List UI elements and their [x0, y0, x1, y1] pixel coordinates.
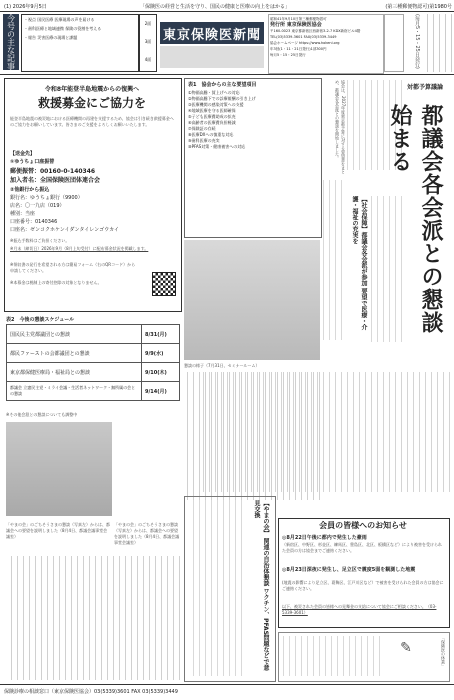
toc-page-2: 3面	[144, 39, 152, 44]
photo1-caption: 懇談の様子（7月31日、セミナールーム）	[184, 363, 260, 368]
schedule-table	[6, 324, 180, 401]
notice-item1-body: （新宿区、中野区、杉並区、練馬区、豊島区、北区、板橋区など）により被害を受けられた会員の方は協会までご連絡ください。	[282, 542, 442, 553]
sub-article-headline: 【やまの会】 関連の自治体懇談 ワクチン、PFAS問題などで意見交換	[253, 500, 269, 671]
footer-line: 保険診療の相談窓口（東京保険医協会）03(5339)3601 FAX 03(5339)3449	[4, 689, 178, 695]
photo2-caption-line: 「やまの会」のごちそうさまの懇談（写真左）からは、都議会への要望を説明しました（8月4日、都議会議事堂会議室）	[6, 522, 110, 539]
toc-page-1: 2面	[144, 21, 152, 26]
ad-caption: 「保険医の休業」	[441, 636, 446, 668]
toc-item-1[interactable]: ・視点 国民医療 医療現場の声を届ける	[24, 17, 95, 22]
article-lead: 協会は、2027年度東京都予算に対する要望書をまとめ、都議会各会派との懇談を開始しました。	[335, 80, 346, 175]
requests-title: 表1 協会からの主な要望項目	[188, 82, 257, 88]
schedule-row	[7, 325, 180, 344]
request-item: ③医療機関の感染対策への支援	[188, 102, 244, 107]
schedule-note: ※その他会派との懇談についても調整中	[6, 412, 78, 417]
masthead-pattern	[160, 46, 264, 68]
account-type: 種別：当座	[10, 211, 36, 217]
request-item: ⑥高齢者の医療費負担軽減	[188, 120, 236, 125]
schedule-date: 9/9(水)	[142, 344, 180, 363]
postal-label: ①ゆうちょ口座振替	[10, 159, 55, 165]
notice-item2-body: (地震の影響により足立区、葛飾区、江戸川区など）で被害を受けられた会員の方は協会にご連絡ください。	[282, 580, 444, 591]
schedule-row	[7, 363, 180, 382]
notice-item3: 以下、被災された会員の皆様への見舞金の支給について協会にご相談ください。（03-5339-3601）	[282, 604, 437, 615]
schedule-party: 都議会 立憲民主党・ミライ会議・生活者ネットワーク・無所属の会との懇談	[7, 382, 142, 401]
schedule-date: 9/10(木)	[142, 363, 180, 382]
publisher-info: 昭和41年9月10日第三種郵便物認可 発行所 東京保険医協会 〒160-0023 東京都新宿区西新宿3-2-7 KDX新宿ビル4階 TEL(03)5339-3601 FAX(03)5339-3449 協会ホームページ https://www.hokeni.org 年3回(1・11・21日発行)1部300円 毎月5・15・25日発行	[268, 14, 384, 74]
notice-item2-head: ◎8月23日深夜に発生し、足立区で震度5弱を観測した地震	[282, 567, 416, 573]
schedule-date: 8/31(月)	[142, 325, 180, 344]
relief-section-title: 令和8年能登半島地震からの復興へ	[44, 86, 140, 93]
qr-code[interactable]	[152, 272, 176, 296]
account-digits: 口座番号：0140346	[10, 219, 58, 225]
bank-name: 銀行名：ゆうちょ銀行（9900）	[10, 195, 83, 201]
relief-headline: 救援募金にご協力を	[37, 96, 146, 110]
tax-note: ※本募金は税制上の寄付控除の対象となりません。	[10, 280, 102, 285]
header-side-note: (毎月5・15・25日発行)	[414, 14, 420, 69]
issue-line: (1) 2026年9月5日	[4, 4, 47, 10]
meeting-photo-1	[184, 240, 320, 360]
right-body-text	[200, 372, 450, 492]
request-item: ⑤子ども医療費助成の拡充	[188, 114, 236, 119]
bank-label: ②他銀行から振込	[10, 187, 50, 193]
toc-item-2[interactable]: ・歯科医療と地域連携 保険の役割を考える	[24, 26, 102, 31]
masthead-title: 東京保険医新聞	[160, 22, 264, 44]
article-headline: 都議会各会派との懇談始まる	[387, 104, 443, 334]
account-number: 郵便振替：00160-0-140346	[10, 168, 96, 175]
registration-line: (第三種郵便物認可)第1980号	[385, 4, 452, 10]
toc-page-3: 4面	[144, 57, 152, 62]
schedule-title: 表2 今後の懇談スケジュール	[6, 317, 75, 323]
request-item: ④地域医療を守る医師確保	[188, 108, 236, 113]
form-note: ※領収書の発行を希望される方は簡易フォーム（右のQRコード）から申請してください。	[10, 262, 136, 273]
request-item: ⑨歯科医療の充実	[188, 138, 220, 143]
request-item: ⑦保険証の存続	[188, 126, 216, 131]
toc-title: 今号の主な記事	[3, 14, 19, 70]
schedule-party: 東京都保健医療局・福祉局との懇談	[7, 363, 142, 382]
notice-title: 会員の皆様へのお知らせ	[319, 521, 407, 530]
left-body-text	[6, 556, 180, 680]
schedule-party: 国民民主党都議団との懇談	[7, 325, 142, 344]
notice-item1-head: ◎8月22日午後に都内で発生した豪雨	[282, 535, 367, 541]
request-item: ⑩PFAS対策・健康被害への対応	[188, 144, 246, 149]
deadline-note: ※月末（締切日）2026年9月（8月上旬受付）に配布募金状況を掲載します。	[10, 246, 149, 251]
schedule-row	[7, 382, 180, 401]
schedule-date: 9/14(月)	[142, 382, 180, 401]
fee-note: ※振込手数料はご負担ください。	[10, 238, 70, 243]
article-subhead: 【社会保障】都議会各会派が参加 要望で医療・介護・福祉の充実を	[351, 196, 367, 331]
relief-body: 能登半島地震の被災地における医療機関の再建を支援するため、協会は引き続き救援募金へのご協力をお願いしています。皆さまのご支援をよろしくお願いいたします。	[10, 116, 174, 127]
schedule-party: 都民ファーストの会都議団との懇談	[7, 344, 142, 363]
toc-item-3[interactable]: ・報告 災害医療の現場と課題	[24, 35, 78, 40]
request-item: ①物価高騰・賃上げへの対応	[188, 90, 240, 95]
mission-line: 「保険医の経営と生活を守り、国民の健康と医療の向上をはかる」	[139, 4, 290, 10]
photo2-caption: 「やまの会」のごちそうさまの懇談（写真左）からは、都議会への要望を説明しました（8月4日、都議会議事堂会議室）	[114, 522, 180, 545]
branch-name: 店名：〇一九店（019）	[10, 203, 65, 209]
meeting-photo-2	[6, 422, 112, 516]
account-holder: 口座名：ゼンコクホケンイダンタイレンゴウカイ	[10, 227, 119, 233]
account-name: 加入者名：全国保険医団体連合会	[10, 177, 101, 184]
article-kicker: 対都予算議論	[406, 84, 443, 91]
request-item: ②物価高騰下での診療報酬の引き上げ	[188, 96, 256, 101]
requests-list	[188, 90, 316, 150]
transfer-label: 【送金先】	[10, 151, 36, 157]
toc-box	[21, 14, 139, 72]
ad-logo: ✎	[400, 640, 412, 656]
schedule-row	[7, 344, 180, 363]
request-item: ⑧医療DXへの慎重な対応	[188, 132, 234, 137]
